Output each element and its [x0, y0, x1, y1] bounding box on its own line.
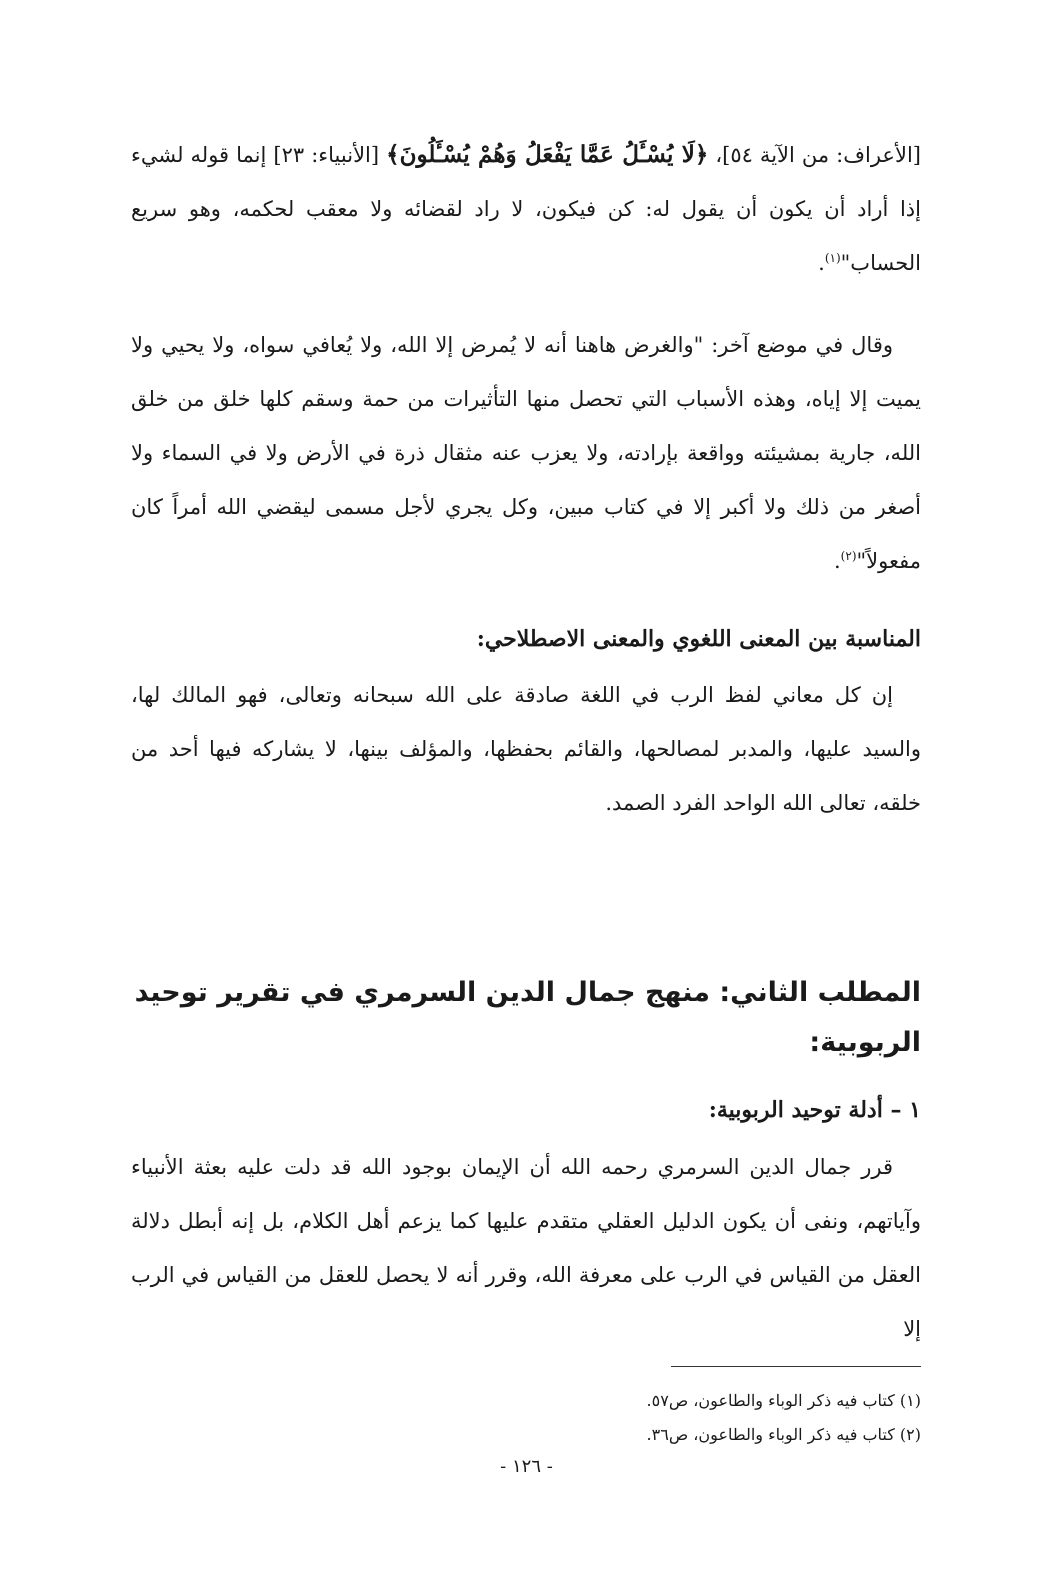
- footnote-1: (١) كتاب فيه ذكر الوباء والطاعون، ص٥٧.: [646, 1391, 921, 1410]
- paragraph-2-end: .: [833, 549, 841, 573]
- footnote-2: (٢) كتاب فيه ذكر الوباء والطاعون، ص٣٦.: [646, 1425, 921, 1444]
- paragraph-3: إن كل معاني لفظ الرب في اللغة صادقة على الله سبحانه وتعالى، فهو المالك لها، والسيد عليها، والمدبر لمصالحها، والقائم بحفظها، والمؤلف بينها، لا يشاركه فيها أحد من خلقه، تعالى الله الواحد الفرد الصمد.: [131, 683, 921, 815]
- paragraph-1: [131, 128, 921, 290]
- footnote-mark-2: (٢): [840, 549, 857, 563]
- subheading-linguistic-meaning: المناسبة بين المعنى اللغوي والمعنى الاصطلاحي:: [476, 626, 921, 652]
- quran-verse: ﴿لَا يُسْـَٔلُ عَمَّا يَفْعَلُ وَهُمْ يُسْـَٔلُونَ﴾: [386, 141, 709, 168]
- footnote-mark-1: (١): [824, 251, 841, 265]
- paragraph-1-part1: [الأعراف: من الآية ٥٤]،: [708, 143, 921, 167]
- paragraph-quote-end: [131, 128, 921, 290]
- footnote-separator: [671, 1366, 921, 1367]
- paragraph-3-block: [131, 668, 921, 830]
- page-number: - ١٢٦ -: [500, 1456, 553, 1477]
- paragraph-2: [131, 318, 921, 588]
- paragraph-4-block: [131, 1140, 921, 1356]
- subheading-evidence: ١ – أدلة توحيد الربوبية:: [708, 1097, 921, 1123]
- paragraph-4: قرر جمال الدين السرمري رحمه الله أن الإيمان بوجود الله قد دلت عليه بعثة الأنبياء وآياتهم، ونفى أن يكون الدليل العقلي متقدم عليها كما يزعم أهل الكلام، بل إنه أبطل دلالة العقل من القياس في الرب على معرفة الله، وقرر أنه لا يحصل للعقل من القياس في الرب إلا: [131, 1155, 921, 1341]
- paragraph-1-part2: [الأنبياء: ٢٣] إنما قوله لشيء إذا أراد أن يكون أن يقول له: كن فيكون، لا راد لقضائه ولا معقب لحكمه، وهو سريع الحساب": [131, 143, 921, 275]
- section-title: المطلب الثاني: منهج جمال الدين السرمري في تقرير توحيد الربوبية:: [134, 977, 921, 1058]
- paragraph-1-end: .: [818, 251, 825, 275]
- paragraph-2-block: [131, 318, 921, 588]
- paragraph-2-text: وقال في موضع آخر: "والغرض هاهنا أنه لا يُمرض إلا الله، ولا يُعافي سواه، ولا يحيي ولا يميت إلا إياه، وهذه الأسباب التي تحصل منها التأثيرات من حمة وسقم كلها خلق من خلق الله، جارية بمشيئته وواقعة بإرادته، ولا يعزب عنه مثقال ذرة في الأرض ولا في السماء ولا أصغر من ذلك ولا أكبر إلا في كتاب مبين، وكل يجري لأجل مسمى ليقضي الله أمراً كان مفعولاً": [131, 333, 921, 573]
